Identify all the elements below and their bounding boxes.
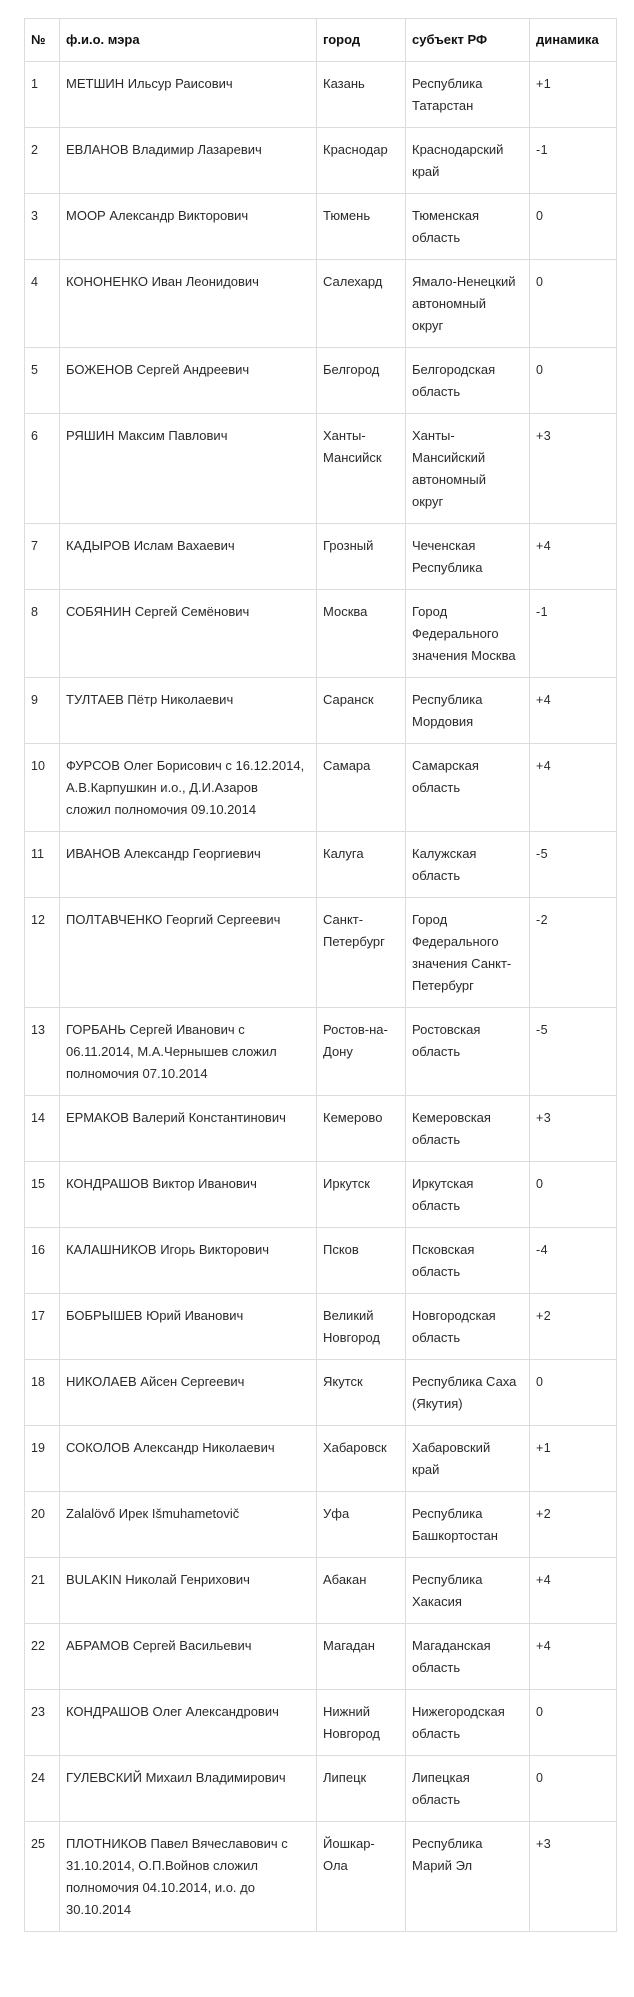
header-region: субъект РФ: [406, 19, 530, 62]
cell-dynamics: +4: [530, 1558, 617, 1624]
cell-mayor-name: ПЛОТНИКОВ Павел Вячеславович с 31.10.2014, О.П.Войнов сложил полномочия 04.10.2014, и.о. до 30.10.2014: [60, 1822, 317, 1932]
cell-number: 16: [25, 1228, 60, 1294]
cell-dynamics: +1: [530, 1426, 617, 1492]
table-row: [25, 128, 617, 194]
mayors-rating-table-container: [24, 18, 616, 1932]
cell-mayor-name: АБРАМОВ Сергей Васильевич: [60, 1624, 317, 1690]
cell-city: Тюмень: [317, 194, 406, 260]
cell-mayor-name: ТУЛТАЕВ Пётр Николаевич: [60, 678, 317, 744]
cell-city: Ростов-на-Дону: [317, 1008, 406, 1096]
table-row: [25, 1008, 617, 1096]
table-row: [25, 678, 617, 744]
cell-region: Хабаровский край: [406, 1426, 530, 1492]
cell-number: 12: [25, 898, 60, 1008]
cell-dynamics: 0: [530, 1756, 617, 1822]
cell-number: 18: [25, 1360, 60, 1426]
cell-region: Республика Марий Эл: [406, 1822, 530, 1932]
cell-mayor-name: КАЛАШНИКОВ Игорь Викторович: [60, 1228, 317, 1294]
cell-number: 23: [25, 1690, 60, 1756]
cell-dynamics: +4: [530, 744, 617, 832]
cell-number: 2: [25, 128, 60, 194]
cell-mayor-name: РЯШИН Максим Павлович: [60, 414, 317, 524]
cell-mayor-name: ЕВЛАНОВ Владимир Лазаревич: [60, 128, 317, 194]
cell-mayor-name: ГОРБАНЬ Сергей Иванович с 06.11.2014, М.А.Чернышев сложил полномочия 07.10.2014: [60, 1008, 317, 1096]
cell-mayor-name: КОНДРАШОВ Виктор Иванович: [60, 1162, 317, 1228]
cell-dynamics: -1: [530, 128, 617, 194]
cell-number: 6: [25, 414, 60, 524]
cell-number: 25: [25, 1822, 60, 1932]
table-row: [25, 414, 617, 524]
cell-city: Самара: [317, 744, 406, 832]
cell-city: Белгород: [317, 348, 406, 414]
table-row: [25, 1360, 617, 1426]
header-number: №: [25, 19, 60, 62]
cell-mayor-name: ЕРМАКОВ Валерий Константинович: [60, 1096, 317, 1162]
cell-region: Псковская область: [406, 1228, 530, 1294]
cell-number: 13: [25, 1008, 60, 1096]
table-row: [25, 348, 617, 414]
table-row: [25, 1492, 617, 1558]
cell-city: Казань: [317, 62, 406, 128]
table-row: [25, 1096, 617, 1162]
cell-dynamics: +3: [530, 414, 617, 524]
cell-dynamics: +4: [530, 678, 617, 744]
cell-city: Кемерово: [317, 1096, 406, 1162]
cell-city: Йошкар-Ола: [317, 1822, 406, 1932]
cell-city: Псков: [317, 1228, 406, 1294]
table-row: [25, 590, 617, 678]
table-row: [25, 744, 617, 832]
table-row: [25, 194, 617, 260]
cell-mayor-name: КОНДРАШОВ Олег Александрович: [60, 1690, 317, 1756]
cell-region: Республика Башкортостан: [406, 1492, 530, 1558]
cell-number: 20: [25, 1492, 60, 1558]
table-row: [25, 898, 617, 1008]
cell-number: 11: [25, 832, 60, 898]
cell-number: 4: [25, 260, 60, 348]
table-row: [25, 1558, 617, 1624]
cell-city: Ханты-Мансийск: [317, 414, 406, 524]
cell-mayor-name: СОБЯНИН Сергей Семёнович: [60, 590, 317, 678]
cell-city: Калуга: [317, 832, 406, 898]
cell-city: Хабаровск: [317, 1426, 406, 1492]
cell-mayor-name: МООР Александр Викторович: [60, 194, 317, 260]
cell-dynamics: 0: [530, 1690, 617, 1756]
cell-city: Краснодар: [317, 128, 406, 194]
cell-number: 10: [25, 744, 60, 832]
cell-city: Грозный: [317, 524, 406, 590]
cell-region: Чеченская Республика: [406, 524, 530, 590]
cell-dynamics: 0: [530, 1162, 617, 1228]
cell-mayor-name: BULAKIN Николай Генрихович: [60, 1558, 317, 1624]
cell-number: 8: [25, 590, 60, 678]
cell-number: 14: [25, 1096, 60, 1162]
cell-dynamics: +3: [530, 1822, 617, 1932]
cell-region: Республика Мордовия: [406, 678, 530, 744]
cell-city: Нижний Новгород: [317, 1690, 406, 1756]
cell-number: 9: [25, 678, 60, 744]
cell-region: Самарская область: [406, 744, 530, 832]
cell-region: Магаданская область: [406, 1624, 530, 1690]
table-row: [25, 260, 617, 348]
table-row: [25, 1162, 617, 1228]
cell-region: Белгородская область: [406, 348, 530, 414]
cell-mayor-name: НИКОЛАЕВ Айсен Сергеевич: [60, 1360, 317, 1426]
cell-mayor-name: ГУЛЕВСКИЙ Михаил Владимирович: [60, 1756, 317, 1822]
cell-city: Абакан: [317, 1558, 406, 1624]
table-row: [25, 1228, 617, 1294]
cell-mayor-name: ИВАНОВ Александр Георгиевич: [60, 832, 317, 898]
cell-city: Липецк: [317, 1756, 406, 1822]
cell-dynamics: 0: [530, 1360, 617, 1426]
cell-mayor-name: СОКОЛОВ Александр Николаевич: [60, 1426, 317, 1492]
cell-city: Магадан: [317, 1624, 406, 1690]
cell-region: Республика Саха (Якутия): [406, 1360, 530, 1426]
cell-region: Ростовская область: [406, 1008, 530, 1096]
cell-dynamics: +3: [530, 1096, 617, 1162]
table-row: [25, 1822, 617, 1932]
cell-region: Краснодарский край: [406, 128, 530, 194]
cell-dynamics: +2: [530, 1492, 617, 1558]
mayors-rating-table: [24, 18, 617, 1932]
table-row: [25, 1426, 617, 1492]
cell-region: Республика Хакасия: [406, 1558, 530, 1624]
cell-region: Город Федерального значения Москва: [406, 590, 530, 678]
cell-region: Липецкая область: [406, 1756, 530, 1822]
table-row: [25, 1294, 617, 1360]
cell-dynamics: +4: [530, 524, 617, 590]
cell-number: 7: [25, 524, 60, 590]
cell-number: 22: [25, 1624, 60, 1690]
cell-number: 24: [25, 1756, 60, 1822]
table-row: [25, 62, 617, 128]
cell-dynamics: -2: [530, 898, 617, 1008]
cell-region: Тюменская область: [406, 194, 530, 260]
cell-dynamics: 0: [530, 260, 617, 348]
cell-mayor-name: МЕТШИН Ильсур Раисович: [60, 62, 317, 128]
table-body: [25, 62, 617, 1932]
cell-number: 15: [25, 1162, 60, 1228]
cell-region: Ханты-Мансийский автономный округ: [406, 414, 530, 524]
cell-dynamics: -4: [530, 1228, 617, 1294]
table-row: [25, 524, 617, 590]
cell-number: 21: [25, 1558, 60, 1624]
cell-city: Санкт-Петербург: [317, 898, 406, 1008]
cell-city: Иркутск: [317, 1162, 406, 1228]
cell-number: 19: [25, 1426, 60, 1492]
cell-city: Великий Новгород: [317, 1294, 406, 1360]
cell-number: 5: [25, 348, 60, 414]
cell-mayor-name: БОЖЕНОВ Сергей Андреевич: [60, 348, 317, 414]
cell-city: Якутск: [317, 1360, 406, 1426]
cell-number: 3: [25, 194, 60, 260]
cell-dynamics: 0: [530, 348, 617, 414]
cell-mayor-name: БОБРЫШЕВ Юрий Иванович: [60, 1294, 317, 1360]
header-city: город: [317, 19, 406, 62]
cell-dynamics: 0: [530, 194, 617, 260]
cell-region: Новгородская область: [406, 1294, 530, 1360]
cell-dynamics: +4: [530, 1624, 617, 1690]
cell-number: 1: [25, 62, 60, 128]
cell-dynamics: +2: [530, 1294, 617, 1360]
cell-city: Саранск: [317, 678, 406, 744]
cell-mayor-name: Zalalövő Ирек Išmuhametovič: [60, 1492, 317, 1558]
cell-region: Ямало-Ненецкий автономный округ: [406, 260, 530, 348]
cell-mayor-name: КАДЫРОВ Ислам Вахаевич: [60, 524, 317, 590]
table-row: [25, 832, 617, 898]
cell-region: Иркутская область: [406, 1162, 530, 1228]
cell-region: Город Федерального значения Санкт-Петербург: [406, 898, 530, 1008]
table-row: [25, 1690, 617, 1756]
cell-dynamics: -5: [530, 832, 617, 898]
cell-dynamics: -1: [530, 590, 617, 678]
cell-city: Салехард: [317, 260, 406, 348]
header-dynamics: динамика: [530, 19, 617, 62]
table-row: [25, 1756, 617, 1822]
cell-dynamics: +1: [530, 62, 617, 128]
cell-region: Калужская область: [406, 832, 530, 898]
table-header-row: [25, 19, 617, 62]
cell-region: Кемеровская область: [406, 1096, 530, 1162]
header-mayor-name: ф.и.о. мэра: [60, 19, 317, 62]
cell-mayor-name: КОНОНЕНКО Иван Леонидович: [60, 260, 317, 348]
cell-city: Уфа: [317, 1492, 406, 1558]
cell-region: Нижегородская область: [406, 1690, 530, 1756]
cell-region: Республика Татарстан: [406, 62, 530, 128]
cell-mayor-name: ПОЛТАВЧЕНКО Георгий Сергеевич: [60, 898, 317, 1008]
cell-mayor-name: ФУРСОВ Олег Борисович с 16.12.2014, А.В.Карпушкин и.о., Д.И.Азаров сложил полномочия 09.10.2014: [60, 744, 317, 832]
cell-dynamics: -5: [530, 1008, 617, 1096]
cell-city: Москва: [317, 590, 406, 678]
table-row: [25, 1624, 617, 1690]
cell-number: 17: [25, 1294, 60, 1360]
